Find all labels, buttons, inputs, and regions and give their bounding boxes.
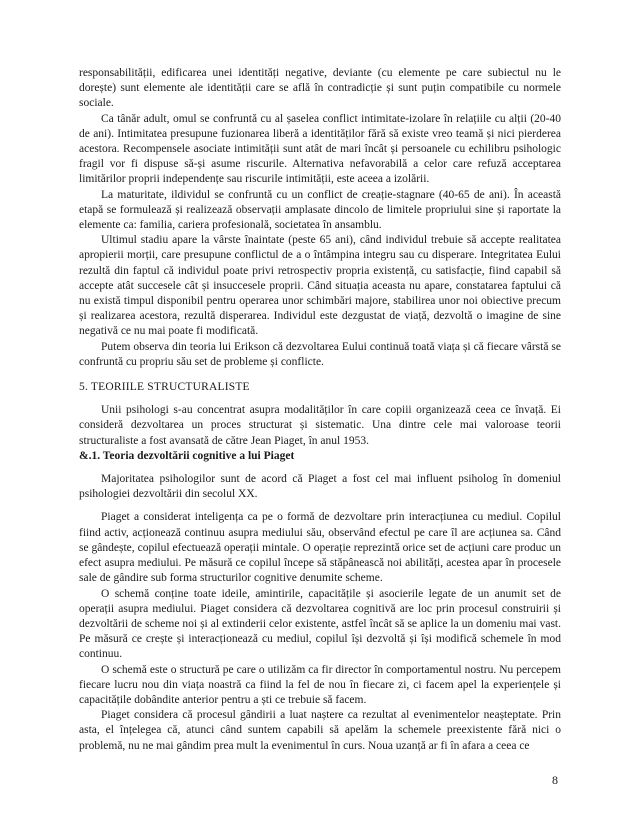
paragraph: Piaget considera că procesul gândirii a luat naștere ca rezultat al evenimentelor neașteptate. Prin asta, el înțelegea că, atunci când suntem capabili să apelăm la schemele preexistente fără nici o problemă, nu ne mai gândim prea mult la evenimentul în curs. Noua uzanță ar fi în afara a ceea ce [79, 709, 561, 752]
paragraph: Ca tânăr adult, omul se confruntă cu al șaselea conflict intimitate-izolare în relațiile cu alții (20-40 de ani). Intimitatea presupune fuzionarea liberă a identităților fără să existe vreo teamă și nici pierderea acestora. Recompensele asociate intimității sunt atât de mari încât și persoanele cu echilibru psihologic fragil vor fi dispuse să-și asume riscurile. Alternativa nefavorabilă a celor care refuză acceptarea limitărilor proprii independențe sau riscurile intimității, este aceea a izolării. [79, 112, 561, 186]
paragraph: La maturitate, ildividul se confruntă cu un conflict de creație-stagnare (40-65 de ani). În această etapă se formulează și realizează observații amplasate dincolo de limitele propriului sine și raportate la elemente ca: familia, cariera profesională, societatea în ansamblu. [79, 188, 561, 232]
paragraph: responsabilității, edificarea unei identități negative, deviante (cu elemente pe care subiectul nu le dorește) sunt elemente ale identității care se află în contradicție și sunt puțin compatibile cu normele sociale. [79, 67, 561, 110]
subsection-heading: &.1. Teoria dezvoltării cognitive a lui Piaget [79, 449, 295, 462]
spacer [79, 502, 561, 510]
spacer [79, 464, 561, 472]
paragraph: O schemă este o structură pe care o utilizăm ca fir director în comportamentul nostru. Nu percepem fiecare lucru nou din viața noastră ca fiind la fel de nou în fiecare zi, ci facem apel la experiențele și capacitățile dobândite anterior pentru a ști ce trebuie să facem. [79, 663, 561, 706]
paragraph: Ultimul stadiu apare la vârste înaintate (peste 65 ani), când individul trebuie să accepte realitatea apropierii morții, care presupune conflictul de a o întâmpina integru sau cu disperare. Integritatea Eului rezultă din faptul că individul poate privi retrospectiv propria existență, cu satisfacție, fiind capabil să accepte atât succesele cât și insuccesele proprii. Când situația aceasta nu apare, constatarea faptului că nu există timpul disponibil pentru operarea unor schimbări majore, stabilirea unor noi obiective precum și realizarea acestora, rezultă disperarea. Individul este dezgustat de viață, dezvoltă o imagine de sine negativă ce nu mai poate fi modificată. [79, 234, 561, 338]
paragraph: O schemă conține toate ideile, amintirile, capacitățile și asocierile legate de un anumit set de operații asupra mediului. Piaget considera că dezvoltarea cognitivă are loc prin procesul construirii și dezvoltării de scheme noi și al extinderii celor existente, astfel încât să se aplice la un domeniu mai vast. Pe măsură ce crește și interacționează cu mediul, copilul își dezvoltă și își modifică schemele în mod continuu. [79, 587, 561, 661]
section-heading: 5. TEORIILE STRUCTURALISTE [79, 381, 250, 394]
paragraph: Putem observa din teoria lui Erikson că dezvoltarea Eului continuă toată viața și că fiecare vârstă se confruntă cu propriu său set de probleme și conflicte. [79, 340, 561, 368]
page-number: 8 [552, 773, 558, 787]
page-text [79, 66, 561, 754]
paragraph: Piaget a considerat inteligența ca pe o formă de dezvoltare prin interacțiunea cu mediul. Copilul fiind activ, acționează continuu asupra mediului său, observând efectul pe care îl are acțiunea sa. Când se gândește, copilul efectuează operații mintale. O operație reprezintă orice set de acțiuni care produc un efect asupra mediului. Pe măsură ce copilul începe să stăpânească noi abilități, acestea apar în procesele sale de gândire sub forma structurilor cognitive denumite scheme. [79, 511, 561, 585]
paragraph: Majoritatea psihologilor sunt de acord că Piaget a fost cel mai influent psiholog în domeniul psihologiei dezvoltării din secolul XX. [79, 473, 561, 501]
paragraph: Unii psihologi s-au concentrat asupra modalităților în care copiii organizează ceea ce învață. Ei consideră dezvoltarea un proces structurat și sistematic. Una dintre cele mai valoroase teorii structuraliste a fost avansată de către Jean Piaget, în anul 1953. [79, 404, 561, 447]
